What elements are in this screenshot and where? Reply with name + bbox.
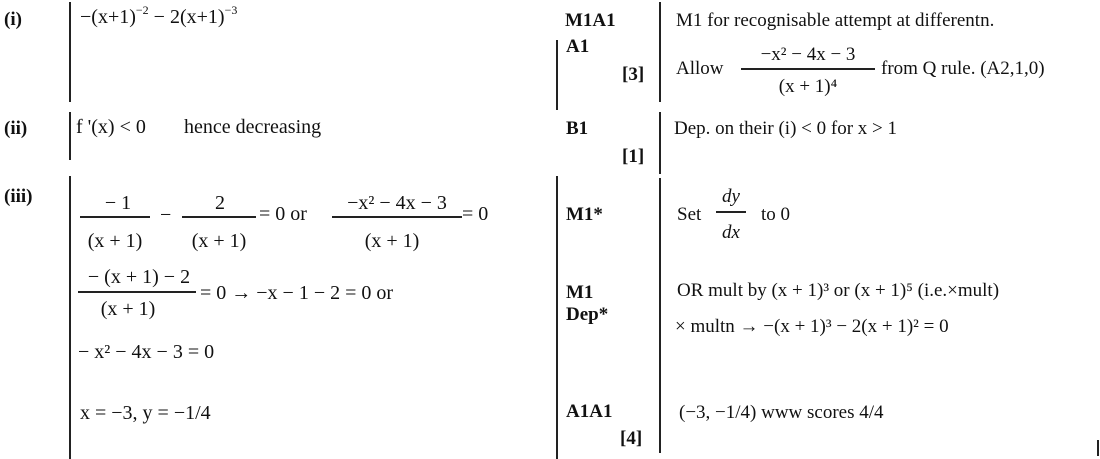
total-ii: [1]: [622, 146, 645, 167]
rule-marks-left-i: [556, 40, 558, 110]
note-iii-to0: to 0: [761, 204, 791, 225]
mark-iii-3: Dep*: [566, 304, 609, 325]
mark-i-1: M1A1: [565, 10, 616, 31]
iii-eq0-or: = 0 or: [259, 203, 307, 225]
note-i-line1: M1 for recognisable attempt at differentn.: [676, 10, 995, 31]
rule-marks-right-ii: [659, 112, 661, 174]
note-i-fraction-num: −x² − 4x − 3: [760, 44, 856, 65]
rule-left-ii: [69, 112, 71, 160]
mark-iii-1: M1*: [566, 204, 603, 225]
note-iii-dy: dy: [722, 186, 740, 207]
iii-frac3-den: (x + 1): [364, 230, 420, 252]
iii-frac3-bar: [332, 216, 462, 218]
iii-frac2-bar: [182, 216, 256, 218]
note-i-allow: Allow: [676, 58, 724, 79]
iii-quadratic: − x² − 4x − 3 = 0: [78, 341, 215, 363]
note-i-after: from Q rule. (A2,1,0): [881, 58, 1045, 79]
rule-marks-left-iii: [556, 176, 558, 459]
note-iii-mult: OR mult by (x + 1)³ or (x + 1)⁵ (i.e.×mult): [677, 280, 1000, 301]
mark-i-2: A1: [566, 36, 590, 57]
iii-frac2-den: (x + 1): [191, 230, 247, 252]
mark-iii-4: A1A1: [566, 401, 613, 422]
iii-frac3-num: −x² − 4x − 3: [347, 192, 447, 214]
iii-eq0: = 0: [462, 203, 489, 225]
mark-iii-2: M1: [566, 282, 594, 303]
note-ii-line1: Dep. on their (i) < 0 for x > 1: [674, 118, 897, 139]
rule-marks-right: [659, 2, 661, 102]
note-iii-set: Set: [677, 204, 702, 225]
iii-minus-1: −: [160, 204, 172, 226]
note-iii-www: (−3, −1/4) www scores 4/4: [679, 402, 884, 423]
note-iii-dx: dx: [722, 222, 740, 243]
part-ii-conclusion: hence decreasing: [184, 116, 322, 138]
rule-marks-right-iii: [659, 178, 661, 453]
iii-frac4-num: − (x + 1) − 2: [87, 266, 191, 288]
note-i-fraction-bar: [741, 68, 875, 70]
iii-frac4-den: (x + 1): [100, 298, 156, 320]
iii-frac2-num: 2: [215, 192, 225, 214]
note-iii-dydx-bar: [716, 211, 746, 213]
part-i-exp2: −3: [224, 3, 238, 17]
part-label-i: (i): [4, 9, 22, 30]
note-i-fraction-den: (x + 1)⁴: [778, 76, 838, 97]
part-label-ii: (ii): [4, 118, 28, 139]
part-ii-inequality: f '(x) < 0: [76, 116, 146, 138]
rule-left-i: [69, 2, 71, 102]
note-iii-multn: × multn → −(x + 1)³ − 2(x + 1)² = 0: [675, 316, 949, 337]
iii-frac1-den: (x + 1): [87, 230, 143, 252]
part-i-derivative: [80, 3, 238, 29]
iii-frac1-num: − 1: [104, 192, 132, 214]
total-iii: [4]: [620, 428, 643, 449]
part-i-term1: −(x+1): [80, 6, 136, 28]
iii-frac4-bar: [78, 291, 196, 293]
iii-arrow-line: = 0 → −x − 1 − 2 = 0 or: [200, 282, 394, 304]
mark-ii: B1: [566, 118, 589, 139]
edge-mark: [1097, 440, 1099, 456]
rule-left-iii: [69, 176, 71, 459]
part-i-term2: − 2(x+1): [148, 6, 225, 28]
part-i-exp1: −2: [135, 3, 149, 17]
total-i: [3]: [622, 64, 645, 85]
part-label-iii: (iii): [4, 186, 33, 207]
iii-answer: x = −3, y = −1/4: [80, 402, 211, 424]
iii-frac1-bar: [80, 216, 150, 218]
